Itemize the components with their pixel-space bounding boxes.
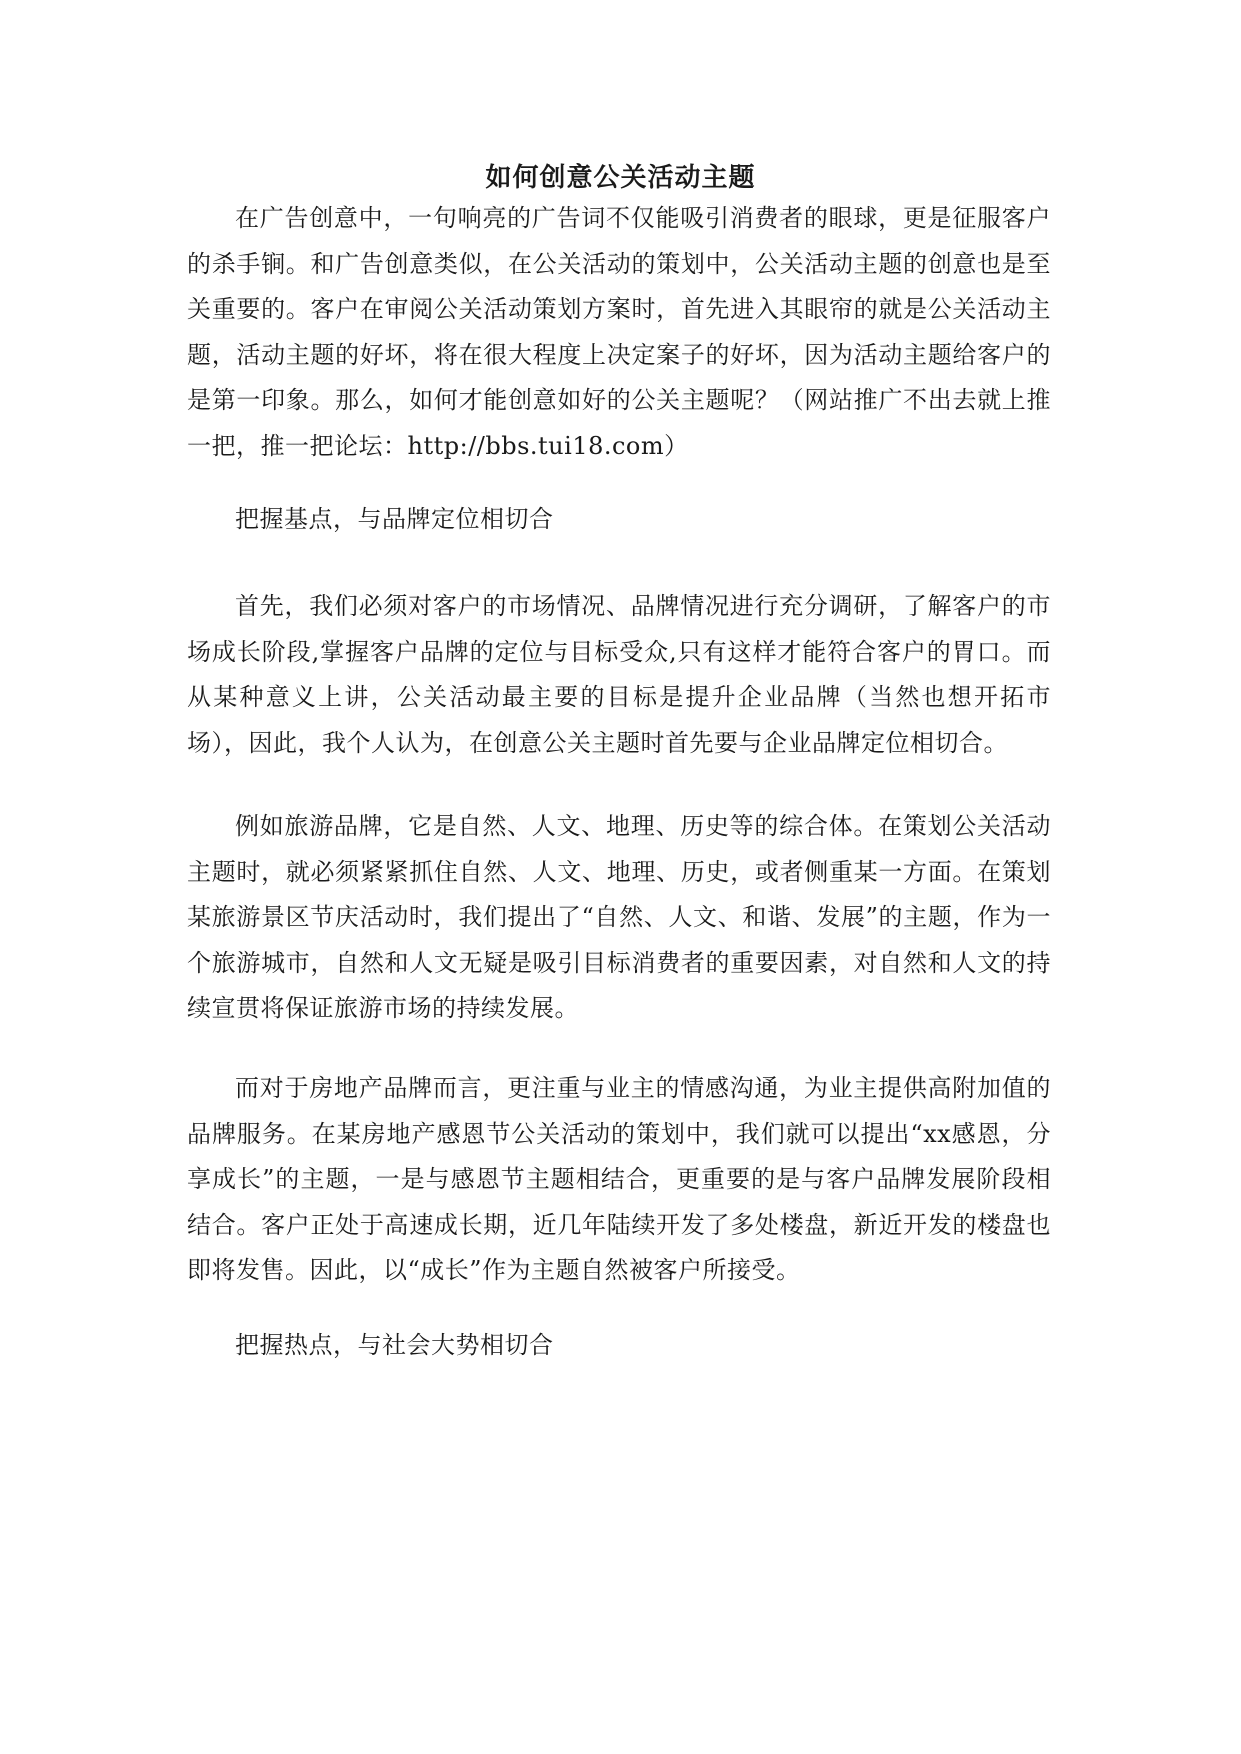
intro-paragraph: 在广告创意中，一句响亮的广告词不仅能吸引消费者的眼球，更是征服客户的杀手锏。和广告创意类似，在公关活动的策划中，公关活动主题的创意也是至关重要的。客户在审阅公关活动策划方案时，首先进入其眼帘的就是公关活动主题，活动主题的好坏，将在很大程度上决定案子的好坏，因为活动主题给客户的是第一印象。那么，如何才能创意如好的公关主题呢？（网站推广不出去就上推一把，推一把论坛：http://bbs.tui18.com） — [187, 204, 1051, 460]
paragraph-tourism-example: 例如旅游品牌，它是自然、人文、地理、历史等的综合体。在策划公关活动主题时，就必须紧紧抓住自然、人文、地理、历史，或者侧重某一方面。在策划某旅游景区节庆活动时，我们提出了“自然、人文、和谐、发展”的主题，作为一个旅游城市，自然和人文无疑是吸引目标消费者的重要因素，对自然和人文的持续宣贯将保证旅游市场的持续发展。 — [187, 812, 1051, 1022]
section-heading-social-trends: 把握热点，与社会大势相切合 — [235, 1331, 554, 1359]
section-heading-brand-positioning: 把握基点，与品牌定位相切合 — [235, 505, 554, 533]
document-title: 如何创意公关活动主题 — [485, 163, 756, 193]
paragraph-real-estate-example: 而对于房地产品牌而言，更注重与业主的情感沟通，为业主提供高附加值的品牌服务。在某房地产感恩节公关活动的策划中，我们就可以提出“xx感恩，分享成长”的主题，一是与感恩节主题相结合，更重要的是与客户品牌发展阶段相结合。客户正处于高速成长期，近几年陆续开发了多处楼盘，新近开发的楼盘也即将发售。因此，以“成长”作为主题自然被客户所接受。 — [187, 1074, 1051, 1284]
paragraph-market-research: 首先，我们必须对客户的市场情况、品牌情况进行充分调研，了解客户的市场成长阶段,掌握客户品牌的定位与目标受众,只有这样才能符合客户的胃口。而从某种意义上讲，公关活动最主要的目标是提升企业品牌（当然也想开拓市场），因此，我个人认为，在创意公关主题时首先要与企业品牌定位相切合。 — [187, 592, 1051, 757]
